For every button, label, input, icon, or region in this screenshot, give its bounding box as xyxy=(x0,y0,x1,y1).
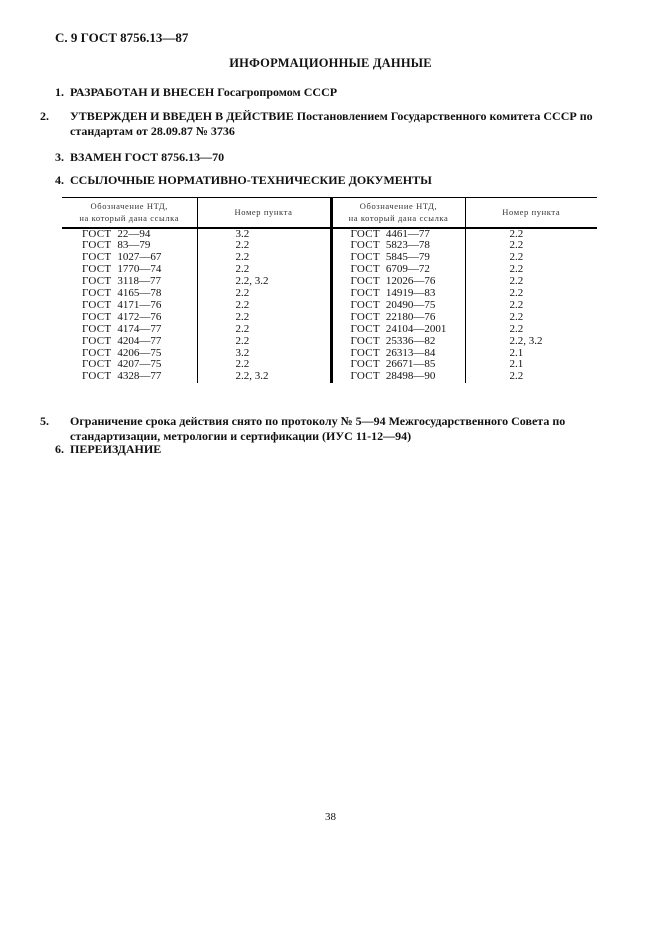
clause-cell: 2.1 xyxy=(465,359,597,371)
ntd-cell: ГОСТ 26671—85 xyxy=(331,359,465,371)
clause-cell: 2.2 xyxy=(197,312,331,324)
item-number: 2. xyxy=(40,109,49,123)
ntd-cell: ГОСТ 4328—77 xyxy=(82,370,162,383)
ntd-cell: ГОСТ 4207—75 xyxy=(82,358,162,371)
ntd-cell: ГОСТ 4461—77 xyxy=(331,228,465,241)
clause-cell: 3.2 xyxy=(197,228,331,241)
info-item-6 xyxy=(55,442,610,457)
info-item-3 xyxy=(55,150,610,165)
clause-cell: 2.2 xyxy=(465,276,597,288)
clause-cell: 2.2 xyxy=(465,228,597,241)
clause-cell: 2.2 xyxy=(465,252,597,264)
item-text: Госагропромом СССР xyxy=(214,85,338,99)
header-ntd-left: Обозначение НТД, на который дана ссылка xyxy=(62,198,197,228)
item-lead: ПЕРЕИЗДАНИЕ xyxy=(70,442,162,456)
item-lead: УТВЕРЖДЕН И ВВЕДЕН В ДЕЙСТВИЕ xyxy=(70,109,294,123)
header-clause-left: Номер пункта xyxy=(197,198,331,228)
ntd-cell: ГОСТ 5845—79 xyxy=(331,252,465,264)
ntd-cell: ГОСТ 26313—84 xyxy=(331,348,465,360)
clause-cell: 2.2 xyxy=(465,288,597,300)
header-clause-right: Номер пункта xyxy=(465,198,597,228)
clause-cell: 2.2, 3.2 xyxy=(197,276,331,288)
item-number: 4. xyxy=(55,173,64,187)
info-item-2 xyxy=(40,109,610,139)
table-row xyxy=(62,371,597,383)
info-item-5 xyxy=(40,414,610,444)
table-row xyxy=(62,324,597,336)
clause-cell: 2.2 xyxy=(465,300,597,312)
ntd-cell: ГОСТ 83—79 xyxy=(82,239,151,252)
table-header-row xyxy=(62,198,597,228)
clause-cell: 2.2 xyxy=(197,288,331,300)
clause-cell: 2.1 xyxy=(465,348,597,360)
info-item-1 xyxy=(55,85,610,100)
item-number: 1. xyxy=(55,85,64,99)
page-number: 38 xyxy=(325,811,336,823)
ntd-cell: ГОСТ 22—94 xyxy=(82,227,151,240)
table-row xyxy=(62,312,597,324)
table-row xyxy=(62,336,597,348)
item-text: Ограничение срока действия снято по протоколу № 5—94 Межгосударственного Совета по стандартизации, метрологии и сертификации (ИУС 11-12—94) xyxy=(70,414,566,443)
clause-cell: 2.2 xyxy=(465,324,597,336)
reference-documents-table xyxy=(62,197,597,383)
ntd-cell: ГОСТ 4172—76 xyxy=(82,310,162,323)
clause-cell: 2.2 xyxy=(197,264,331,276)
ntd-cell: ГОСТ 5823—78 xyxy=(331,240,465,252)
item-text: Постановлением Государственного комитета СССР по стандартам от 28.09.87 № 3736 xyxy=(70,109,593,138)
item-lead: ССЫЛОЧНЫЕ НОРМАТИВНО-ТЕХНИЧЕСКИЕ ДОКУМЕНТЫ xyxy=(70,173,432,187)
ntd-cell: ГОСТ 4171—76 xyxy=(82,298,162,311)
clause-cell: 2.2 xyxy=(197,240,331,252)
page-title: ИНФОРМАЦИОННЫЕ ДАННЫЕ xyxy=(229,56,432,70)
clause-cell: 3.2 xyxy=(197,348,331,360)
clause-cell: 2.2 xyxy=(465,240,597,252)
item-lead: РАЗРАБОТАН И ВНЕСЕН xyxy=(70,85,215,99)
clause-cell: 2.2 xyxy=(197,336,331,348)
ntd-cell: ГОСТ 24104—2001 xyxy=(331,324,465,336)
ntd-cell: ГОСТ 1770—74 xyxy=(82,263,162,276)
clause-cell: 2.2, 3.2 xyxy=(465,336,597,348)
clause-cell: 2.2, 3.2 xyxy=(197,371,331,383)
item-number: 3. xyxy=(55,150,64,164)
item-number: 6. xyxy=(55,442,64,456)
item-number: 5. xyxy=(40,414,49,428)
ntd-cell: ГОСТ 4206—75 xyxy=(82,346,162,359)
ntd-cell: ГОСТ 25336—82 xyxy=(331,336,465,348)
ntd-cell: ГОСТ 14919—83 xyxy=(331,288,465,300)
ntd-cell: ГОСТ 20490—75 xyxy=(331,300,465,312)
ntd-cell: ГОСТ 12026—76 xyxy=(331,276,465,288)
ntd-cell: ГОСТ 4165—78 xyxy=(82,287,162,300)
ntd-cell: ГОСТ 6709—72 xyxy=(331,264,465,276)
clause-cell: 2.2 xyxy=(465,264,597,276)
item-lead: ВЗАМЕН ГОСТ 8756.13—70 xyxy=(70,150,225,164)
ntd-cell: ГОСТ 4204—77 xyxy=(82,334,162,347)
ntd-cell: ГОСТ 22180—76 xyxy=(331,312,465,324)
ntd-cell: ГОСТ 1027—67 xyxy=(82,251,162,264)
ntd-cell: ГОСТ 3118—77 xyxy=(82,275,162,288)
info-item-4 xyxy=(55,173,610,188)
clause-cell: 2.2 xyxy=(465,371,597,383)
clause-cell: 2.2 xyxy=(197,359,331,371)
clause-cell: 2.2 xyxy=(197,252,331,264)
clause-cell: 2.2 xyxy=(465,312,597,324)
header-ntd-right: Обозначение НТД, на который дана ссылка xyxy=(331,198,465,228)
page-header: С. 9 ГОСТ 8756.13—87 xyxy=(55,30,189,45)
ntd-cell: ГОСТ 4174—77 xyxy=(82,322,162,335)
ntd-cell: ГОСТ 28498—90 xyxy=(331,371,465,383)
clause-cell: 2.2 xyxy=(197,324,331,336)
clause-cell: 2.2 xyxy=(197,300,331,312)
